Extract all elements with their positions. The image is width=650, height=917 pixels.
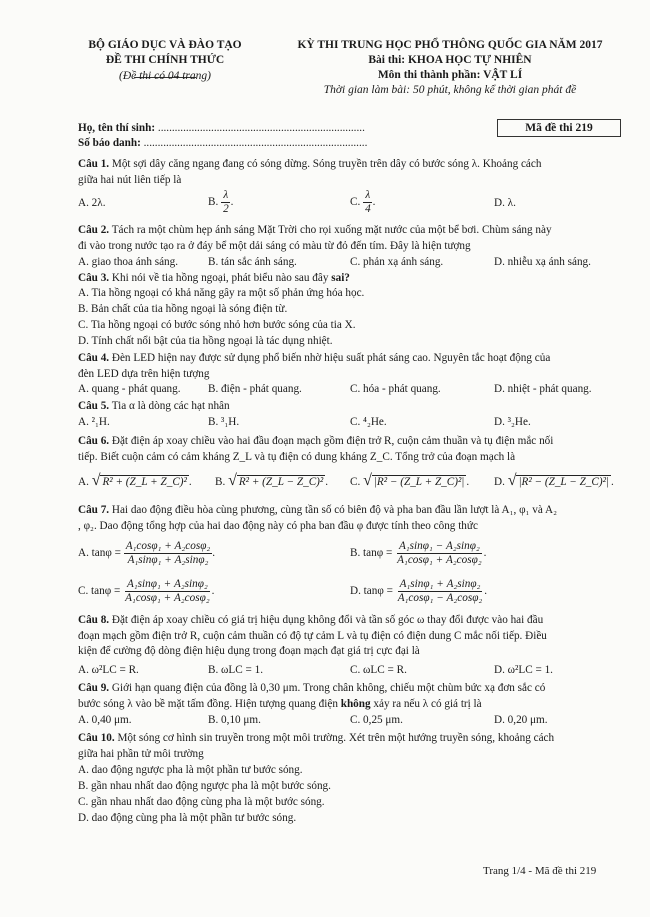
q1-option-b-label: B. (208, 196, 219, 209)
q7-option-d: D. tanφ = $\frac{\text{A₁sinφ₁ + A₂sinφ₂}}{\text{A₁cosφ₁ − A₂cosφ₂}}$ . (350, 578, 488, 604)
q10-option-b: B. gần nhau nhất dao động ngược pha là một bước sóng. (78, 780, 331, 792)
q6-option-b: B. √ R² + (Z_L − Z_C)² . (215, 472, 329, 489)
student-name-row (78, 121, 365, 137)
student-id-dots: ................................................................................ (143, 137, 368, 149)
q10-text: Một sóng cơ hình sin truyền trong một môi trường. Xét trên một hướng truyền sóng, khoảng cách (117, 732, 555, 744)
q10-option-d: D. dao động cùng pha là một phần tư bước sóng. (78, 812, 297, 824)
q8-number: Câu 8. (78, 614, 110, 626)
q6-text: Đặt điện áp xoay chiều vào hai đầu đoạn mạch gồm điện trở R, cuộn cảm thuần và tụ điện mắc nối (111, 435, 554, 447)
q6-text2: tiếp. Biết cuộn cảm có cảm kháng Z_L và tụ điện có dung kháng Z_C. Tổng trở của đoạn mạch là (78, 450, 516, 463)
q7-text2: , φ₂. Dao động tổng hợp của hai dao động này có pha ban đầu φ được tính theo công thức (78, 519, 478, 532)
q3-option-a: A. Tia hồng ngoại có khả năng gây ra một số phản ứng hóa học. (78, 287, 365, 299)
q3-option-d: D. Tính chất nổi bật của tia hồng ngoại là tác dụng nhiệt. (78, 335, 333, 347)
q7-option-b: B. tanφ = $\frac{\text{A₁sinφ₁ − A₂sinφ₂}}{\text{A₁cosφ₁ + A₂cosφ₂}}$ . (350, 540, 487, 566)
ministry-header (70, 38, 260, 84)
q3-option-b: B. Bản chất của tia hồng ngoại là sóng điện từ. (78, 303, 288, 315)
q6-a-label: A. (78, 476, 89, 488)
q8-option-c: C. ωLC = R. (350, 664, 407, 676)
q5-option-c: C. ⁴₂He. (350, 416, 387, 428)
q9-text: Giới hạn quang điện của đồng là 0,30 μm. Trong chân không, chiếu một chùm bức xạ đơn sắc có (111, 682, 546, 694)
q3-sai: sai? (331, 272, 350, 284)
page-footer: Trang 1/4 - Mã đề thi 219 (483, 865, 597, 877)
q9-option-b: B. 0,10 μm. (208, 714, 261, 726)
time-limit: Thời gian làm bài: 50 phút, không kể thời gian phát đề (323, 84, 577, 96)
student-name-label: Họ, tên thí sinh: (78, 122, 156, 134)
q2-text: Tách ra một chùm hẹp ánh sáng Mặt Trời cho rọi xuống mặt nước của một bể bơi. Chùm sáng này (111, 224, 552, 236)
q7-b-num: A₁sinφ₁ − A₂sinφ₂ (398, 540, 480, 552)
q7-b-den: A₁cosφ₁ + A₂cosφ₂ (397, 554, 482, 566)
q1-option-a: A. 2λ. (78, 197, 106, 209)
q8-text3: kiện để cường độ dòng điện hiệu dụng trong đoạn mạch đạt giá trị cực đại là (78, 645, 420, 657)
q1-option-b-fraction (221, 189, 231, 216)
q2-option-a: A. giao thoa ánh sáng. (78, 256, 179, 268)
q7-b-label: B. tanφ = (350, 547, 393, 560)
question-3 (78, 271, 614, 287)
q9-number: Câu 9. (78, 682, 110, 694)
question-2 (78, 223, 614, 254)
exam-code-box: Mã đề thi 219 (497, 119, 621, 137)
q6-option-d: D. √ |R² − (Z_L − Z_C)²| . (494, 472, 614, 489)
q10-text2: giữa hai phần tử môi trường (78, 747, 204, 760)
q6-b-label: B. (215, 476, 226, 488)
question-1 (78, 157, 614, 188)
q9-khong: không (340, 697, 371, 710)
q7-number: Câu 7. (78, 504, 110, 516)
q2-text2: đi vào trong nước tạo ra ở đáy bể một dải sáng có màu từ đỏ đến tím. Đây là hiện tượng (78, 239, 471, 252)
q4-option-b: B. điện - phát quang. (208, 383, 302, 395)
q1-text2: giữa hai nút liên tiếp là (78, 173, 182, 186)
q9-text3: xảy ra nếu λ có giá trị là (373, 697, 482, 710)
q4-option-c: C. hóa - phát quang. (350, 383, 441, 395)
q1-option-d: D. λ. (494, 197, 516, 209)
q2-option-c: C. phản xạ ánh sáng. (350, 256, 444, 268)
q1-text: Một sợi dây căng ngang đang có sóng dừng. Sóng truyền trên dây có bước sóng λ. Khoảng cách (111, 158, 542, 170)
q7-option-c: C. tanφ = $\frac{\text{A₁sinφ₁ + A₂sinφ₂}}{\text{A₁cosφ₁ + A₂cosφ₂}}$ . (78, 578, 215, 604)
q5-number: Câu 5. (78, 400, 110, 412)
q9-option-c: C. 0,25 μm. (350, 714, 403, 726)
q10-number: Câu 10. (78, 732, 115, 744)
q7-c-den: A₁cosφ₁ + A₂cosφ₂ (125, 592, 210, 604)
q7-text: Hai dao động điều hòa cùng phương, cùng tần số có biên độ và pha ban đầu lần lượt là A₁, φ₁ và A₂ (111, 504, 557, 516)
q4-option-a: A. quang - phát quang. (78, 383, 181, 395)
q9-option-a: A. 0,40 μm. (78, 714, 132, 726)
q4-option-d: D. nhiệt - phát quang. (494, 383, 592, 395)
q1-option-c: C. $\frac{\lambda}{4}$ . (350, 189, 376, 215)
q6-b-formula: R² + (Z_L − Z_C)² (238, 476, 324, 488)
q8-option-a: A. ω²LC = R. (78, 664, 139, 676)
q6-a-formula: R² + (Z_L + Z_C)² (102, 476, 187, 488)
q1-option-c-fraction (363, 189, 373, 216)
q9-option-d: D. 0,20 μm. (494, 714, 548, 726)
student-id-label: Số báo danh: (78, 137, 141, 149)
q8-text: Đặt điện áp xoay chiều có giá trị hiệu dụng không đổi và tần số góc ω thay đổi được vào hai đầu (111, 614, 544, 626)
subject-name: Môn thi thành phần: VẬT LÍ (377, 69, 523, 81)
q8-option-d: D. ω²LC = 1. (494, 664, 553, 676)
q7-d-num: A₁sinφ₁ + A₂sinφ₂ (399, 578, 481, 590)
q6-number: Câu 6. (78, 435, 110, 447)
q1-number: Câu 1. (78, 158, 110, 170)
q3-number: Câu 3. (78, 272, 110, 284)
q7-option-a: A. tanφ = $\frac{\text{A₁cosφ₁ + A₂cosφ₂}}{\text{A₁sinφ₁ + A₂sinφ₂}}$ . (78, 540, 216, 566)
q1-b-den: 2 (223, 203, 229, 215)
q3-text: Khi nói về tia hồng ngoại, phát biểu nào sau đây (111, 272, 329, 284)
q8-text2: đoạn mạch gồm điện trở R, cuộn cảm thuần có độ tự cảm L và tụ điện có điện dung C mắc nối tiếp. Điều (78, 629, 547, 642)
exam-header (270, 38, 630, 98)
official-label: ĐỀ THI CHÍNH THỨC (105, 54, 225, 66)
q1-c-num: λ (365, 189, 371, 201)
q5-option-a: A. ²₁H. (78, 416, 110, 428)
q1-option-c-label: C. (350, 196, 361, 209)
q6-c-formula: |R² − (Z_L + Z_C)²| (373, 476, 465, 488)
q2-option-d: D. nhiễu xạ ánh sáng. (494, 256, 591, 268)
question-7 (78, 503, 614, 534)
question-5 (78, 399, 614, 415)
q1-b-num: λ (223, 189, 229, 201)
q10-option-c: C. gần nhau nhất dao động cùng pha là một bước sóng. (78, 796, 325, 808)
q1-option-b: B. $\frac{\lambda}{2}$ . (208, 189, 234, 215)
exam-title: KỲ THI TRUNG HỌC PHỔ THÔNG QUỐC GIA NĂM 2017 (297, 39, 603, 51)
q3-option-c: C. Tia hồng ngoại có bước sóng nhỏ hơn bước sóng của tia X. (78, 319, 356, 331)
q6-c-label: C. (350, 476, 361, 488)
q2-number: Câu 2. (78, 224, 110, 236)
question-8 (78, 613, 614, 660)
q6-d-label: D. (494, 476, 505, 488)
ministry-name: BỘ GIÁO DỤC VÀ ĐÀO TẠO (88, 39, 242, 51)
q1-c-den: 4 (365, 203, 371, 215)
q9-text2: bước sóng λ vào bề mặt tấm đồng. Hiện tượng quang điện (78, 697, 338, 710)
q5-option-b: B. ³₁H. (208, 416, 240, 428)
question-4 (78, 351, 614, 382)
q4-number: Câu 4. (78, 352, 110, 364)
q6-option-c: C. √ |R² − (Z_L + Z_C)²| . (350, 472, 470, 489)
test-name: Bài thi: KHOA HỌC TỰ NHIÊN (368, 54, 532, 66)
q7-a-num: A₁cosφ₁ + A₂cosφ₂ (125, 540, 211, 552)
q5-option-d: D. ³₂He. (494, 416, 531, 428)
student-id-row (78, 136, 367, 152)
question-6 (78, 434, 614, 465)
question-9 (78, 681, 614, 712)
q7-a-label: A. tanφ = (78, 547, 121, 560)
q7-a-den: A₁sinφ₁ + A₂sinφ₂ (127, 554, 209, 566)
q8-option-b: B. ωLC = 1. (208, 664, 264, 676)
q7-c-label: C. tanφ = (78, 585, 121, 598)
q6-option-a: A. √ R² + (Z_L + Z_C)² . (78, 472, 192, 489)
page-count: (Đề thi có 04 trang) (119, 70, 211, 82)
q2-option-b: B. tán sắc ánh sáng. (208, 256, 297, 268)
q7-c-num: A₁sinφ₁ + A₂sinφ₂ (126, 578, 208, 590)
q6-d-formula: |R² − (Z_L − Z_C)²| (518, 476, 610, 488)
q4-text2: đèn LED dựa trên hiện tượng (78, 367, 210, 380)
student-name-dots: .......................................................................... (157, 122, 365, 134)
q5-text: Tia α là dòng các hạt nhân (111, 400, 230, 412)
q4-text: Đèn LED hiện nay được sử dụng phổ biến nhờ hiệu suất phát sáng cao. Nguyên tắc hoạt động của (111, 352, 551, 364)
q7-d-den: A₁cosφ₁ − A₂cosφ₂ (397, 592, 483, 604)
q7-d-label: D. tanφ = (350, 585, 393, 598)
question-10 (78, 731, 614, 762)
q10-option-a: A. dao động ngược pha là một phần tư bước sóng. (78, 764, 303, 776)
